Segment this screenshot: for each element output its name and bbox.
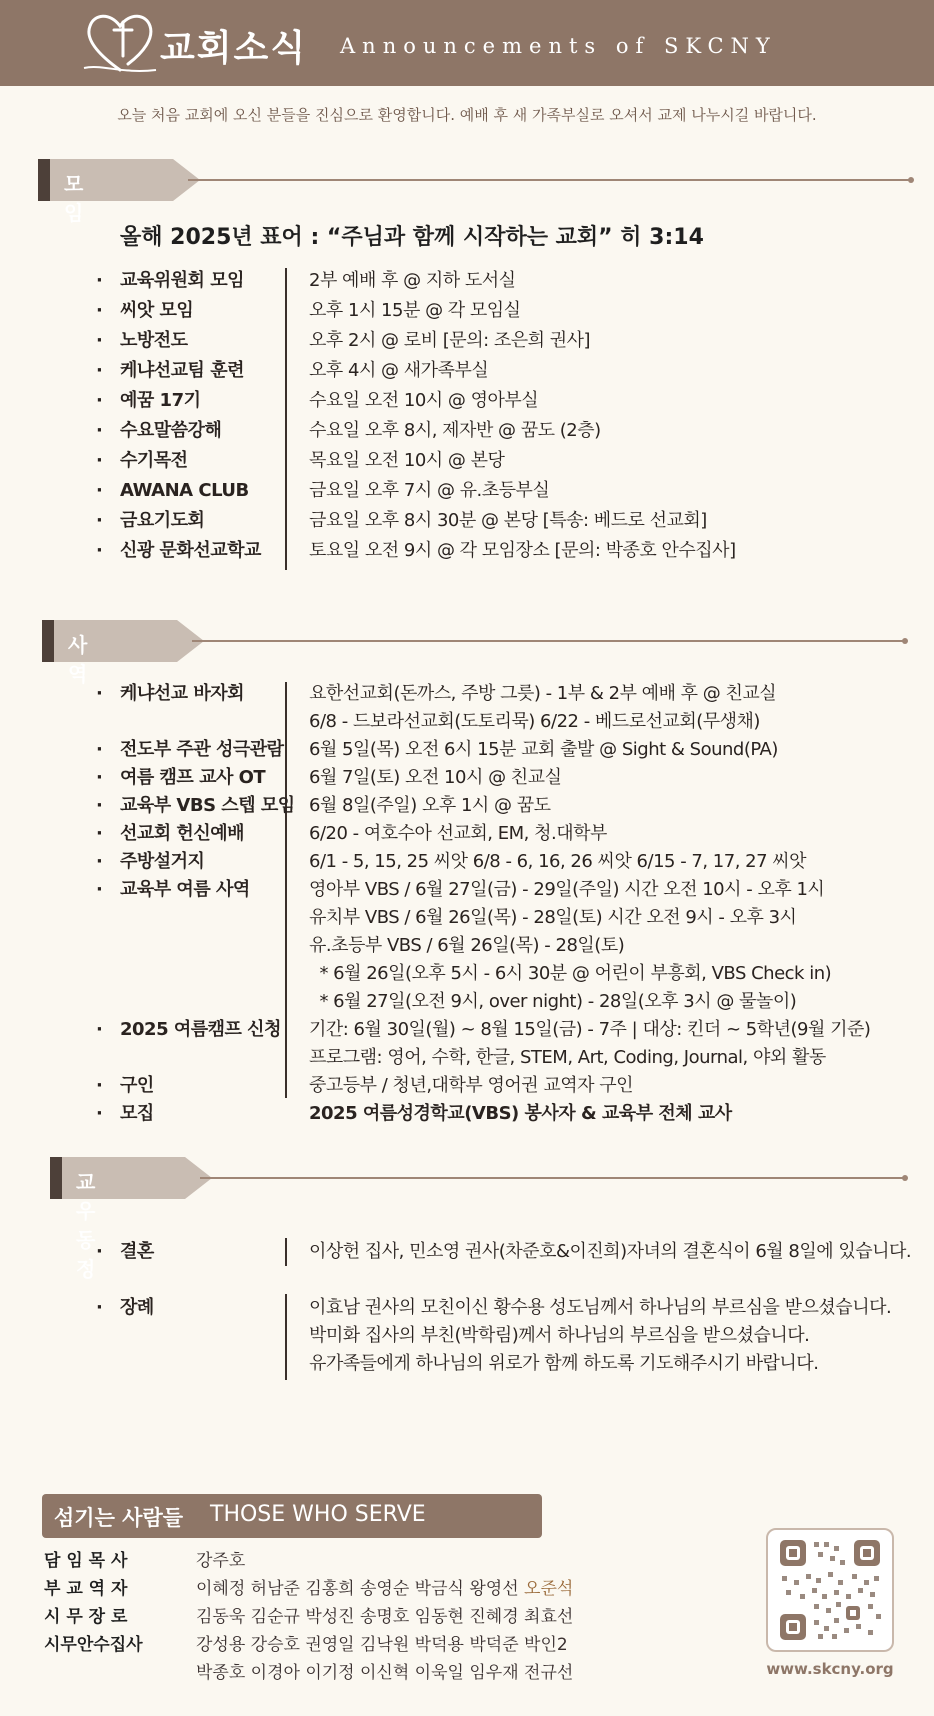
tab-bar [38, 159, 50, 201]
qr-code-icon [768, 1530, 892, 1650]
header-banner [0, 0, 934, 86]
column-divider [285, 682, 287, 1098]
section-title-meetings: 모 임 [64, 172, 87, 225]
page-title: 교회소식 [160, 28, 308, 69]
year-motto: 올해 2025년 표어 : “주님과 함께 시작하는 교회” 히 3:14 [120, 225, 704, 250]
section-divider-dot [908, 177, 914, 183]
serve-title-en: THOSE WHO SERVE [210, 1502, 426, 1527]
section-divider-dot [902, 638, 908, 644]
welcome-message: 오늘 처음 교회에 오신 분들을 진심으로 환영합니다. 예배 후 새 가족부실로 오셔서 교제 나누시길 바랍니다. [117, 106, 817, 124]
column-divider [285, 268, 287, 570]
section-divider [188, 179, 910, 181]
column-divider [285, 1238, 287, 1266]
section-title-ministry: 사역 [68, 633, 91, 686]
serve-title-ko: 섬기는 사람들 [54, 1506, 184, 1530]
page-subtitle: Announcements of SKCNY [340, 34, 777, 58]
section-title-news: 교우동정 [76, 1170, 99, 1281]
section-divider-dot [902, 1175, 908, 1181]
serve-header [42, 1494, 542, 1538]
section-divider [200, 1177, 904, 1179]
tab-bar [50, 1157, 62, 1199]
column-divider [285, 1294, 287, 1380]
website-url[interactable]: www.skcny.org [766, 1660, 894, 1678]
qr-code[interactable] [766, 1528, 894, 1652]
church-heart-logo [82, 8, 158, 78]
tab-bar [42, 620, 54, 662]
section-divider [192, 640, 904, 642]
